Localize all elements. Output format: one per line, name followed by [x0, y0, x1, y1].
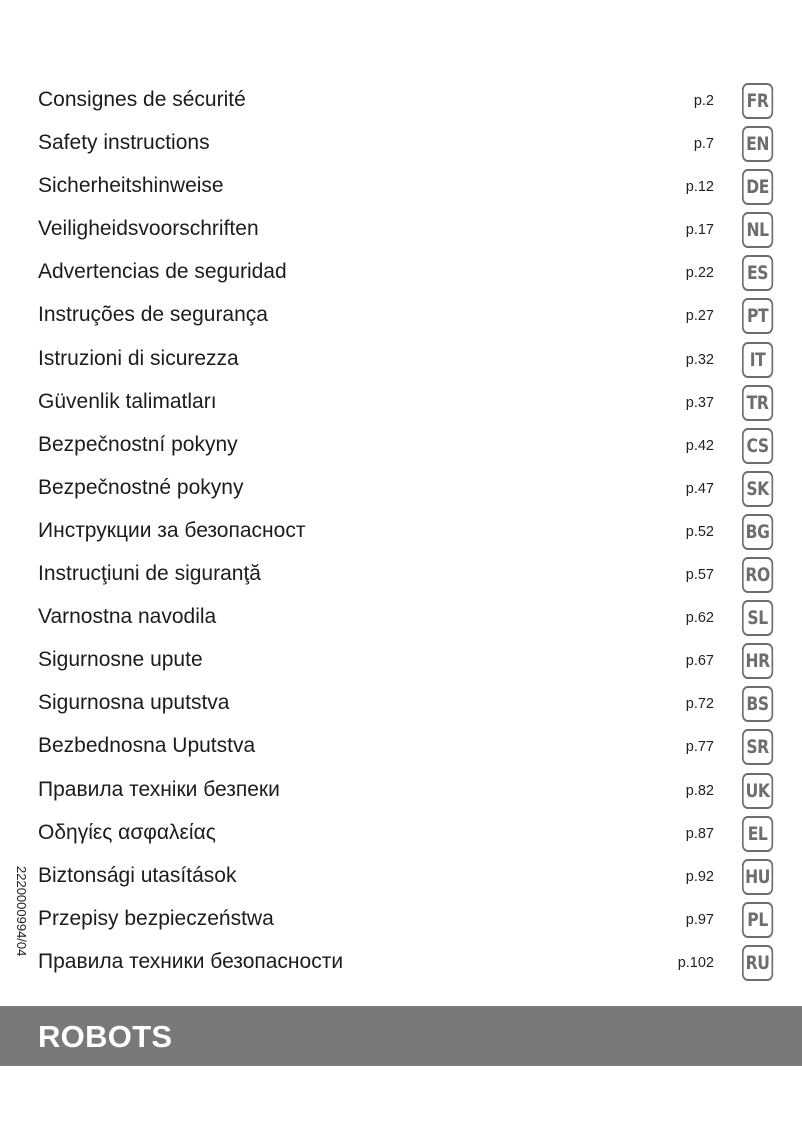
- toc-row-en: [0, 122, 802, 165]
- toc-row-sk: [0, 467, 802, 510]
- toc-row-el: [0, 812, 802, 855]
- toc-title: Οδηγίες ασφαλείας: [38, 820, 216, 844]
- language-badge: UK: [742, 773, 773, 809]
- toc-page-number: p.22: [685, 265, 714, 282]
- toc-row-uk: [0, 769, 802, 812]
- language-badge: SK: [742, 471, 773, 507]
- toc-page-number: p.102: [677, 954, 714, 971]
- toc-page-number: p.47: [685, 480, 714, 497]
- toc-page-number: p.37: [685, 394, 714, 411]
- toc-row-nl: [0, 208, 802, 251]
- language-badge: FR: [742, 83, 773, 119]
- toc-page-number: p.2: [693, 93, 714, 109]
- toc-page-number: p.27: [685, 308, 714, 325]
- language-badge: DE: [742, 169, 773, 205]
- toc-row-tr: [0, 381, 802, 424]
- footer-bar: [0, 1006, 802, 1066]
- language-badge: PL: [742, 902, 773, 938]
- toc-page-number: p.52: [685, 523, 714, 540]
- toc-page-number: p.87: [685, 825, 714, 842]
- toc-title: Safety instructions: [38, 131, 210, 155]
- toc-title: Instrucţiuni de siguranţă: [38, 562, 261, 586]
- toc-row-cs: [0, 424, 802, 467]
- language-badge: RO: [742, 557, 773, 593]
- toc-row-pl: [0, 898, 802, 941]
- toc-page-number: p.77: [685, 739, 714, 756]
- toc-page-number: p.57: [685, 567, 714, 584]
- toc-page-number: p.17: [685, 222, 714, 239]
- toc-page-number: p.92: [685, 868, 714, 885]
- toc-row-es: [0, 251, 802, 294]
- language-badge: SL: [742, 600, 773, 636]
- toc-title: Varnostna navodila: [38, 605, 217, 629]
- toc-page-number: p.7: [693, 136, 714, 153]
- toc-title: Veiligheidsvoorschriften: [38, 217, 259, 241]
- language-badge: PT: [742, 298, 773, 334]
- toc-title: Bezpečnostné pokyny: [38, 475, 244, 499]
- language-badge: CS: [742, 428, 773, 464]
- toc-row-sr: [0, 725, 802, 768]
- language-badge: NL: [742, 212, 773, 248]
- toc-title: Consignes de sécurité: [38, 88, 246, 111]
- toc-page-number: p.97: [685, 911, 714, 928]
- toc-title: Правила техніки безпеки: [38, 777, 280, 801]
- toc-page-number: p.82: [685, 782, 714, 799]
- language-badge: RU: [742, 945, 773, 981]
- toc-title: Sigurnosna uputstva: [38, 691, 230, 715]
- toc-row-hr: [0, 639, 802, 682]
- toc-page-number: p.32: [685, 351, 714, 368]
- toc-row-bg: [0, 510, 802, 553]
- language-badge: HR: [742, 643, 773, 679]
- toc-title: Güvenlik talimatları: [38, 389, 217, 413]
- reference-code: [14, 866, 28, 966]
- toc-page-number: p.67: [685, 653, 714, 670]
- footer-title: ROBOTS: [38, 1019, 173, 1054]
- language-badge: HU: [742, 859, 773, 895]
- reference-code-text: 2220000994/04: [14, 866, 29, 957]
- toc-row-sl: [0, 596, 802, 639]
- toc-title: Правила техники безопасности: [38, 949, 344, 973]
- toc-page-number: p.42: [685, 437, 714, 454]
- toc-page-number: p.62: [685, 610, 714, 627]
- language-badge: BS: [742, 686, 773, 722]
- language-badge: BG: [742, 514, 773, 550]
- language-badge: TR: [742, 385, 773, 421]
- toc-title: Инструкции за безопасност: [38, 518, 306, 542]
- toc-title: Instruções de segurança: [38, 303, 268, 327]
- toc-row-de: [0, 165, 802, 208]
- toc-title: Przepisy bezpieczeństwa: [38, 906, 274, 930]
- toc-title: Istruzioni di sicurezza: [38, 346, 239, 370]
- toc-row-ro: [0, 553, 802, 596]
- toc-row-ru: [0, 941, 802, 984]
- toc-page-number: p.72: [685, 696, 714, 713]
- language-badge: EN: [742, 126, 773, 162]
- toc-row-fr: [0, 79, 802, 122]
- toc-row-it: [0, 338, 802, 381]
- toc-title: Sigurnosne upute: [38, 648, 203, 672]
- language-badge: IT: [742, 342, 773, 378]
- toc-title: Biztonsági utasítások: [38, 863, 237, 887]
- toc-title: Advertencias de seguridad: [38, 260, 287, 284]
- toc-row-bs: [0, 682, 802, 725]
- language-badge: EL: [742, 816, 773, 852]
- language-badge: ES: [742, 255, 773, 291]
- toc-title: Sicherheitshinweise: [38, 174, 224, 198]
- toc-title: Bezpečnostní pokyny: [38, 432, 238, 456]
- toc-row-pt: [0, 294, 802, 337]
- toc-list: [0, 79, 802, 984]
- toc-row-hu: [0, 855, 802, 898]
- language-badge: SR: [742, 729, 773, 765]
- toc-page-number: p.12: [685, 179, 714, 196]
- toc-title: Bezbednosna Uputstva: [38, 734, 256, 758]
